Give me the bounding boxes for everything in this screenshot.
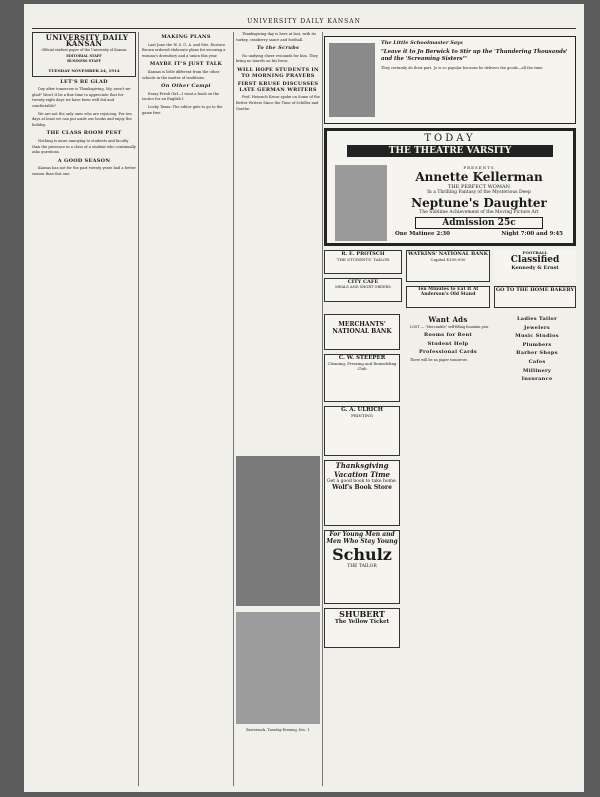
editorial-heading-2: THE CLASS ROOM PEST: [46, 130, 122, 137]
street-photo: [236, 456, 320, 606]
protsch-sub: THE STUDENTS' TAILOR: [336, 257, 390, 262]
city-cafe-ad: [324, 278, 402, 302]
professional-heading: Professional Cards: [418, 349, 477, 356]
column3-paragraph: Thanksgiving day is here at last, with its turkey, cranberry sauce and football.: [236, 32, 316, 42]
wolfs-name: Wolf's Book Store: [332, 484, 392, 491]
business-staff-label: BUSINESS STAFF: [67, 59, 101, 64]
ulrich-name: G. A. ULRICH: [341, 407, 383, 413]
kellerman-photo: [335, 165, 387, 241]
dir-millinery: Millinery: [522, 367, 552, 374]
column-editorial-1: [32, 32, 136, 786]
column2-paragraph: Last June the W. S. G. A. and Mrs. Eustace Brown ordered elaborate plans for securing a woman's dormitory and a union this year.: [142, 42, 226, 58]
schulz-sub: THE TAILOR: [347, 564, 377, 569]
dir-cafes: Cafes: [528, 358, 546, 365]
dir-insurance: Insurance: [521, 376, 553, 383]
protsch-ad: [324, 250, 402, 274]
watkins-sub: Capital $100,000: [430, 257, 466, 262]
shubert-ad: [324, 608, 400, 648]
anderson-ad: [406, 286, 490, 308]
want-ad-item: LOST — "Mercantile" self-filling fountain pen.: [410, 324, 489, 329]
home-bakery-ad: [494, 286, 576, 308]
dir-barber: Barber Shops: [516, 350, 558, 357]
dir-music: Music Studios: [515, 333, 559, 340]
editorial-paragraph: We are not the only ones who are rejoicing. For ten days at least we can put aside our books and enjoy the holiday.: [32, 111, 132, 127]
anderson-text: Ten Minutes to Eat It At Anderson's Old Stand: [417, 287, 479, 297]
football-label: FOOTBALL: [522, 250, 548, 255]
header-rule: [32, 28, 576, 29]
column2-paragraph: Essay Fresh Girl—I want a book on the tactics for an English I.: [142, 91, 220, 102]
watkins-name: WATKINS' NATIONAL BANK: [407, 251, 489, 257]
editorial-heading-1: LET'S BE GLAD: [60, 78, 108, 85]
dir-ladies: Ladies Tailor: [516, 316, 558, 322]
schulz-name: Schulz: [332, 545, 392, 564]
merchants-bank-ad: [324, 314, 400, 350]
photo-caption: Bowersock, Tuesday Evening, Dec. 1: [246, 728, 310, 732]
dir-plumbers: Plumbers: [522, 341, 552, 348]
kennedy-ernst: Kennedy & Ernst: [511, 265, 559, 271]
thanksgiving-title: Thanksgiving Vacation Time: [334, 461, 390, 479]
directory-column: [496, 314, 578, 786]
thanksgiving-sub: Get a good book to take home.: [327, 479, 397, 484]
ulrich-ad: [324, 406, 400, 456]
today-label: TODAY: [424, 133, 476, 144]
film-sub: The Sublime Achievement of the Moving Picture Art: [419, 210, 539, 215]
matinee-time: One Matinee 2:30: [395, 231, 450, 237]
no-paper-notice: There will be no paper tomorrow.: [410, 357, 468, 362]
column-divider: [138, 32, 139, 786]
film-title: Neptune's Daughter: [411, 196, 547, 210]
masthead-subtitle: Official student paper of the University of Kansas: [41, 48, 127, 53]
column-editorial-2: [142, 32, 230, 786]
column2-paragraph: Kansas is little different from the other schools in the matter of traditions.: [142, 69, 220, 80]
classified-title: Classified: [510, 255, 560, 265]
date-line: TUESDAY NOVEMBER 24, 1914: [48, 67, 120, 73]
wolfs-book-ad: [324, 460, 400, 526]
schoolmaster-title: The Little Schoolmaster Says: [381, 40, 463, 46]
editorial-paragraph: Kansas has not for the past twenty years had a better season than this one.: [32, 166, 136, 176]
student-help-heading: Student Help: [427, 340, 469, 347]
rooms-heading: Rooms for Rent: [423, 332, 472, 338]
schoolmaster-ad: [324, 36, 576, 124]
steeper-sub: Cleaning, Pressing and Remodeling Club: [327, 361, 397, 371]
column-divider: [233, 32, 234, 786]
want-ads-column: [404, 314, 492, 786]
column-divider: [322, 32, 323, 786]
schoolmaster-illustration: [329, 43, 375, 117]
horseback-photo: [236, 612, 320, 724]
theatre-name: THE THEATRE VARSITY: [347, 145, 553, 157]
steeper-name: C. W. STEEPER: [338, 355, 386, 361]
star-name: Annette Kellerman: [415, 170, 543, 184]
editorial-heading-3: A GOOD SEASON: [57, 157, 111, 164]
directory-top: [494, 250, 576, 282]
star-tagline: THE PERFECT WOMAN: [448, 184, 510, 190]
home-bakery-text: GO TO THE HOME BAKERY: [495, 287, 575, 293]
steeper-ad: [324, 354, 400, 402]
column2-heading-2: MAYBE IT'S JUST TALK: [149, 61, 223, 68]
young-men-line: For Young Men and Men Who Stay Young: [326, 531, 398, 545]
poem-heading: To the Scrubs: [256, 45, 300, 52]
city-cafe-name: CITY CAFE: [347, 279, 379, 285]
column2-heading-3: On Other Campi: [161, 83, 211, 90]
watkins-bank-ad: [406, 250, 490, 282]
dir-jewelers: Jewelers: [524, 324, 550, 331]
page-header: UNIVERSITY DAILY KANSAN: [247, 18, 361, 25]
ulrich-sub: PRINTING: [351, 413, 373, 418]
editorial-staff-label: EDITORIAL STAFF: [66, 53, 102, 58]
schulz-ad: [324, 530, 400, 604]
masthead-title: UNIVERSITY DAILY KANSAN: [45, 33, 129, 48]
schoolmaster-headline: "Leave it to Jo Berwick to Stir up the 'Thundering Thousands' and the 'Screaming Sisters'": [381, 49, 568, 62]
column2-heading-1: MAKING PLANS: [161, 34, 211, 40]
editorial-paragraph: Day after tomorrow is Thanksgiving. My, aren't we glad? Won't it be a fine time to appreciate that for twenty-eight days we have been well fed and comfortable?: [32, 87, 131, 108]
masthead-box: [32, 32, 136, 77]
column2-paragraph: Lucky Texas: The editor gets to go to the game free.: [142, 104, 223, 115]
newspaper-page: [24, 4, 584, 792]
editorial-paragraph: Nothing is more annoying to students and faculty than the presence in a class of a student who continually asks questions.: [32, 138, 136, 155]
column3-heading-3: FIRST KRUSE DISCUSSES LATE GERMAN WRITERS: [237, 81, 319, 93]
theatre-varsity-ad: [324, 128, 576, 246]
column3-paragraph: Prof. Heinrich Kruse spoke on Some of the Better Writers Since the Time of Schiller and Goethe.: [236, 95, 320, 111]
fantasy-line: In a Thrilling Fantasy of the Mysterious Deep: [427, 190, 531, 195]
want-ads-title: Want Ads: [428, 315, 468, 324]
poem-text: No undying cheer resounds for him. They bring no laurels on his brow.: [236, 53, 318, 64]
night-times: Night 7:00 and 9:45: [501, 231, 563, 237]
presents-label: PRESENTS: [463, 165, 495, 170]
merchants-name: MERCHANTS' NATIONAL BANK: [332, 321, 392, 335]
protsch-name: R. E. PROTSCH: [341, 251, 385, 257]
city-cafe-sub: MEALS AND SHORT ORDERS: [335, 285, 391, 289]
shubert-name: SHUBERT: [339, 609, 385, 619]
yellow-ticket: The Yellow Ticket: [334, 619, 390, 625]
admission-price: Admission 25c: [415, 217, 543, 229]
schoolmaster-body: They certainly do their part. Jo is so popular because he delivers the goods—all the time.: [381, 66, 544, 70]
column3-heading-2: WILL HOPE STUDENTS IN TO MORNING PRAYERS: [237, 66, 319, 79]
